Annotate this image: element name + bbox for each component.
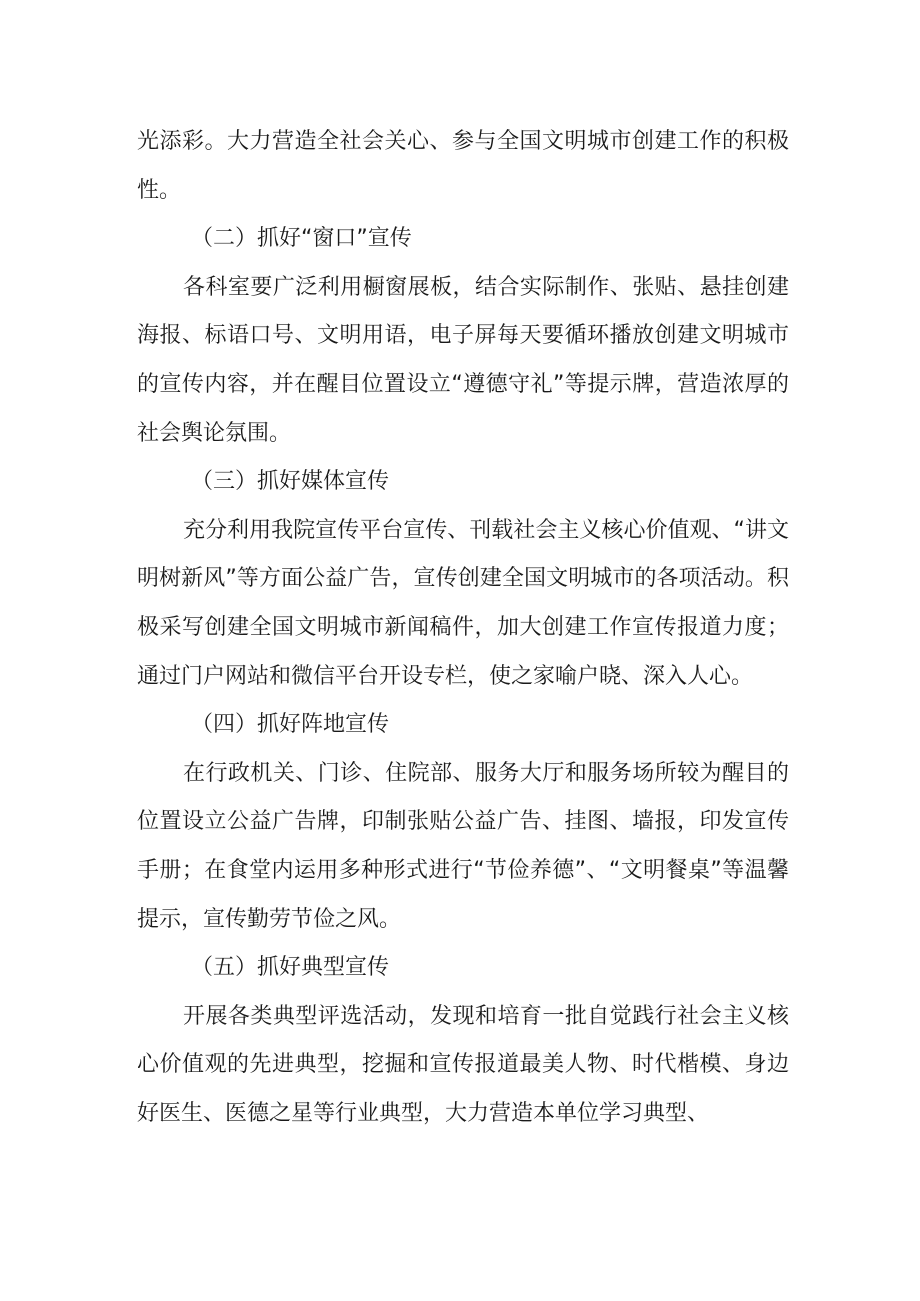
paragraph-model-publicity: 开展各类典型评选活动，发现和培育一批自觉践行社会主义核心价值观的先进典型，挖掘和宣传报道最美人物、时代楷模、身边好医生、医德之星等行业典型，大力营造本单位学习典型、 [137, 1003, 789, 1126]
section-heading-model-publicity: （五）抓好典型宣传 [191, 955, 390, 981]
document-body [137, 118, 789, 1138]
paragraph-venue-publicity: 在行政机关、门诊、住院部、服务大厅和服务场所较为醒目的位置设立公益广告牌，印制张贴公益广告、挂图、墙报，印发宣传手册；在食堂内运用多种形式进行“节俭养德”、“文明餐桌”等温馨提示，宣传勤劳节俭之风。 [137, 760, 789, 932]
paragraph-continuation: 光添彩。大力营造全社会关心、参与全国文明城市创建工作的积极性。 [137, 129, 789, 203]
paragraph-media-publicity: 充分利用我院宣传平台宣传、刊载社会主义核心价值观、“讲文明树新风”等方面公益广告，宣传创建全国文明城市的各项活动。积极采写创建全国文明城市新闻稿件，加大创建工作宣传报道力度；通过门户网站和微信平台开设专栏，使之家喻户晓、深入人心。 [137, 517, 789, 689]
paragraph-window-publicity: 各科室要广泛利用橱窗展板，结合实际制作、张贴、悬挂创建海报、标语口号、文明用语，电子屏每天要循环播放创建文明城市的宣传内容，并在醒目位置设立“遵德守礼”等提示牌，营造浓厚的社会舆论氛围。 [137, 274, 789, 446]
section-heading-window-publicity: （二）抓好“窗口”宣传 [191, 226, 412, 252]
section-heading-venue-publicity: （四）抓好阵地宣传 [191, 712, 390, 738]
section-heading-media-publicity: （三）抓好媒体宣传 [191, 469, 390, 495]
